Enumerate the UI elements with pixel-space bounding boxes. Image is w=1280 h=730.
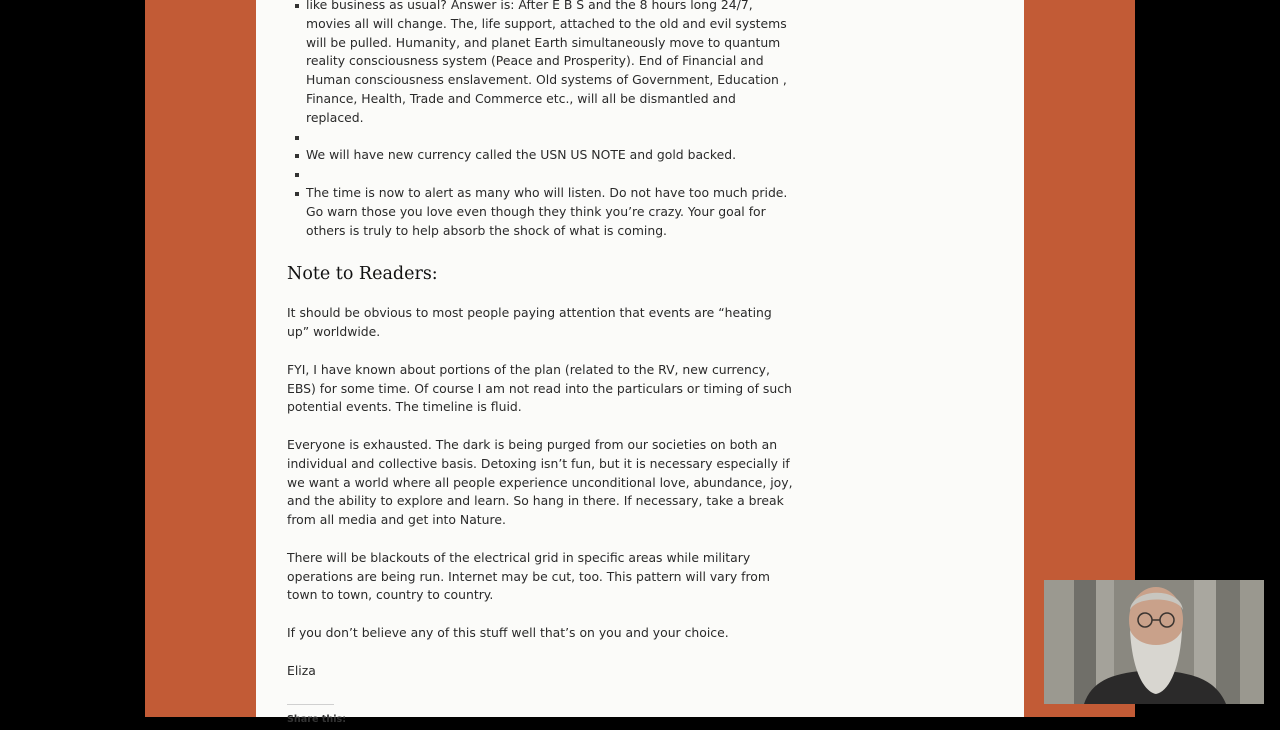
list-item: The time is now to alert as many who will listen. Do not have too much pride. Go warn those you love even though they think you’re crazy. Your goal for others is truly to help absorb the shock of what is coming. xyxy=(287,184,797,240)
note-paragraph: There will be blackouts of the electrical grid in specific areas while military operations are being run. Internet may be cut, too. This pattern will vary from town to town, country to country. xyxy=(287,549,770,603)
note-heading: Note to Readers: xyxy=(287,264,438,285)
list-item-empty xyxy=(287,128,797,147)
list-item-empty xyxy=(287,165,797,184)
presenter-video-image xyxy=(1044,580,1264,704)
note-paragraph: It should be obvious to most people paying attention that events are “heating up” worldwide. xyxy=(287,305,772,340)
bullet-list xyxy=(287,0,797,240)
webcam-overlay xyxy=(1044,580,1264,704)
author-signature: Eliza xyxy=(287,662,316,678)
article-content xyxy=(287,0,797,730)
share-label: Share this: xyxy=(287,714,347,726)
share-divider xyxy=(287,704,334,705)
list-item: We will have new currency called the USN US NOTE and gold backed. xyxy=(287,146,797,165)
list-item: like business as usual? Answer is: After E B S and the 8 hours long 24/7, movies all will change. The, life support, attached to the old and evil systems will be pulled. Humanity, and planet Earth simultaneously move to quantum reality consciousness system (Peace and Prosperity). End of Financial and Human consciousness enslavement. Old systems of Government, Education , Finance, Health, Trade and Commerce etc., will all be dismantled and replaced. xyxy=(287,0,797,128)
note-paragraph: FYI, I have known about portions of the plan (related to the RV, new currency, EBS) for some time. Of course I am not read into the particulars or timing of such potential events. The timeline is fluid. xyxy=(287,361,792,415)
note-paragraph: If you don’t believe any of this stuff well that’s on you and your choice. xyxy=(287,624,729,640)
note-paragraph: Everyone is exhausted. The dark is being purged from our societies on both an individual and collective basis. Detoxing isn’t fun, but it is necessary especially if we want a world where all people experience unconditional love, abundance, joy, and the ability to explore and learn. So hang in there. If necessary, take a break from all media and get into Nature. xyxy=(287,436,793,528)
article-page xyxy=(256,0,1024,726)
